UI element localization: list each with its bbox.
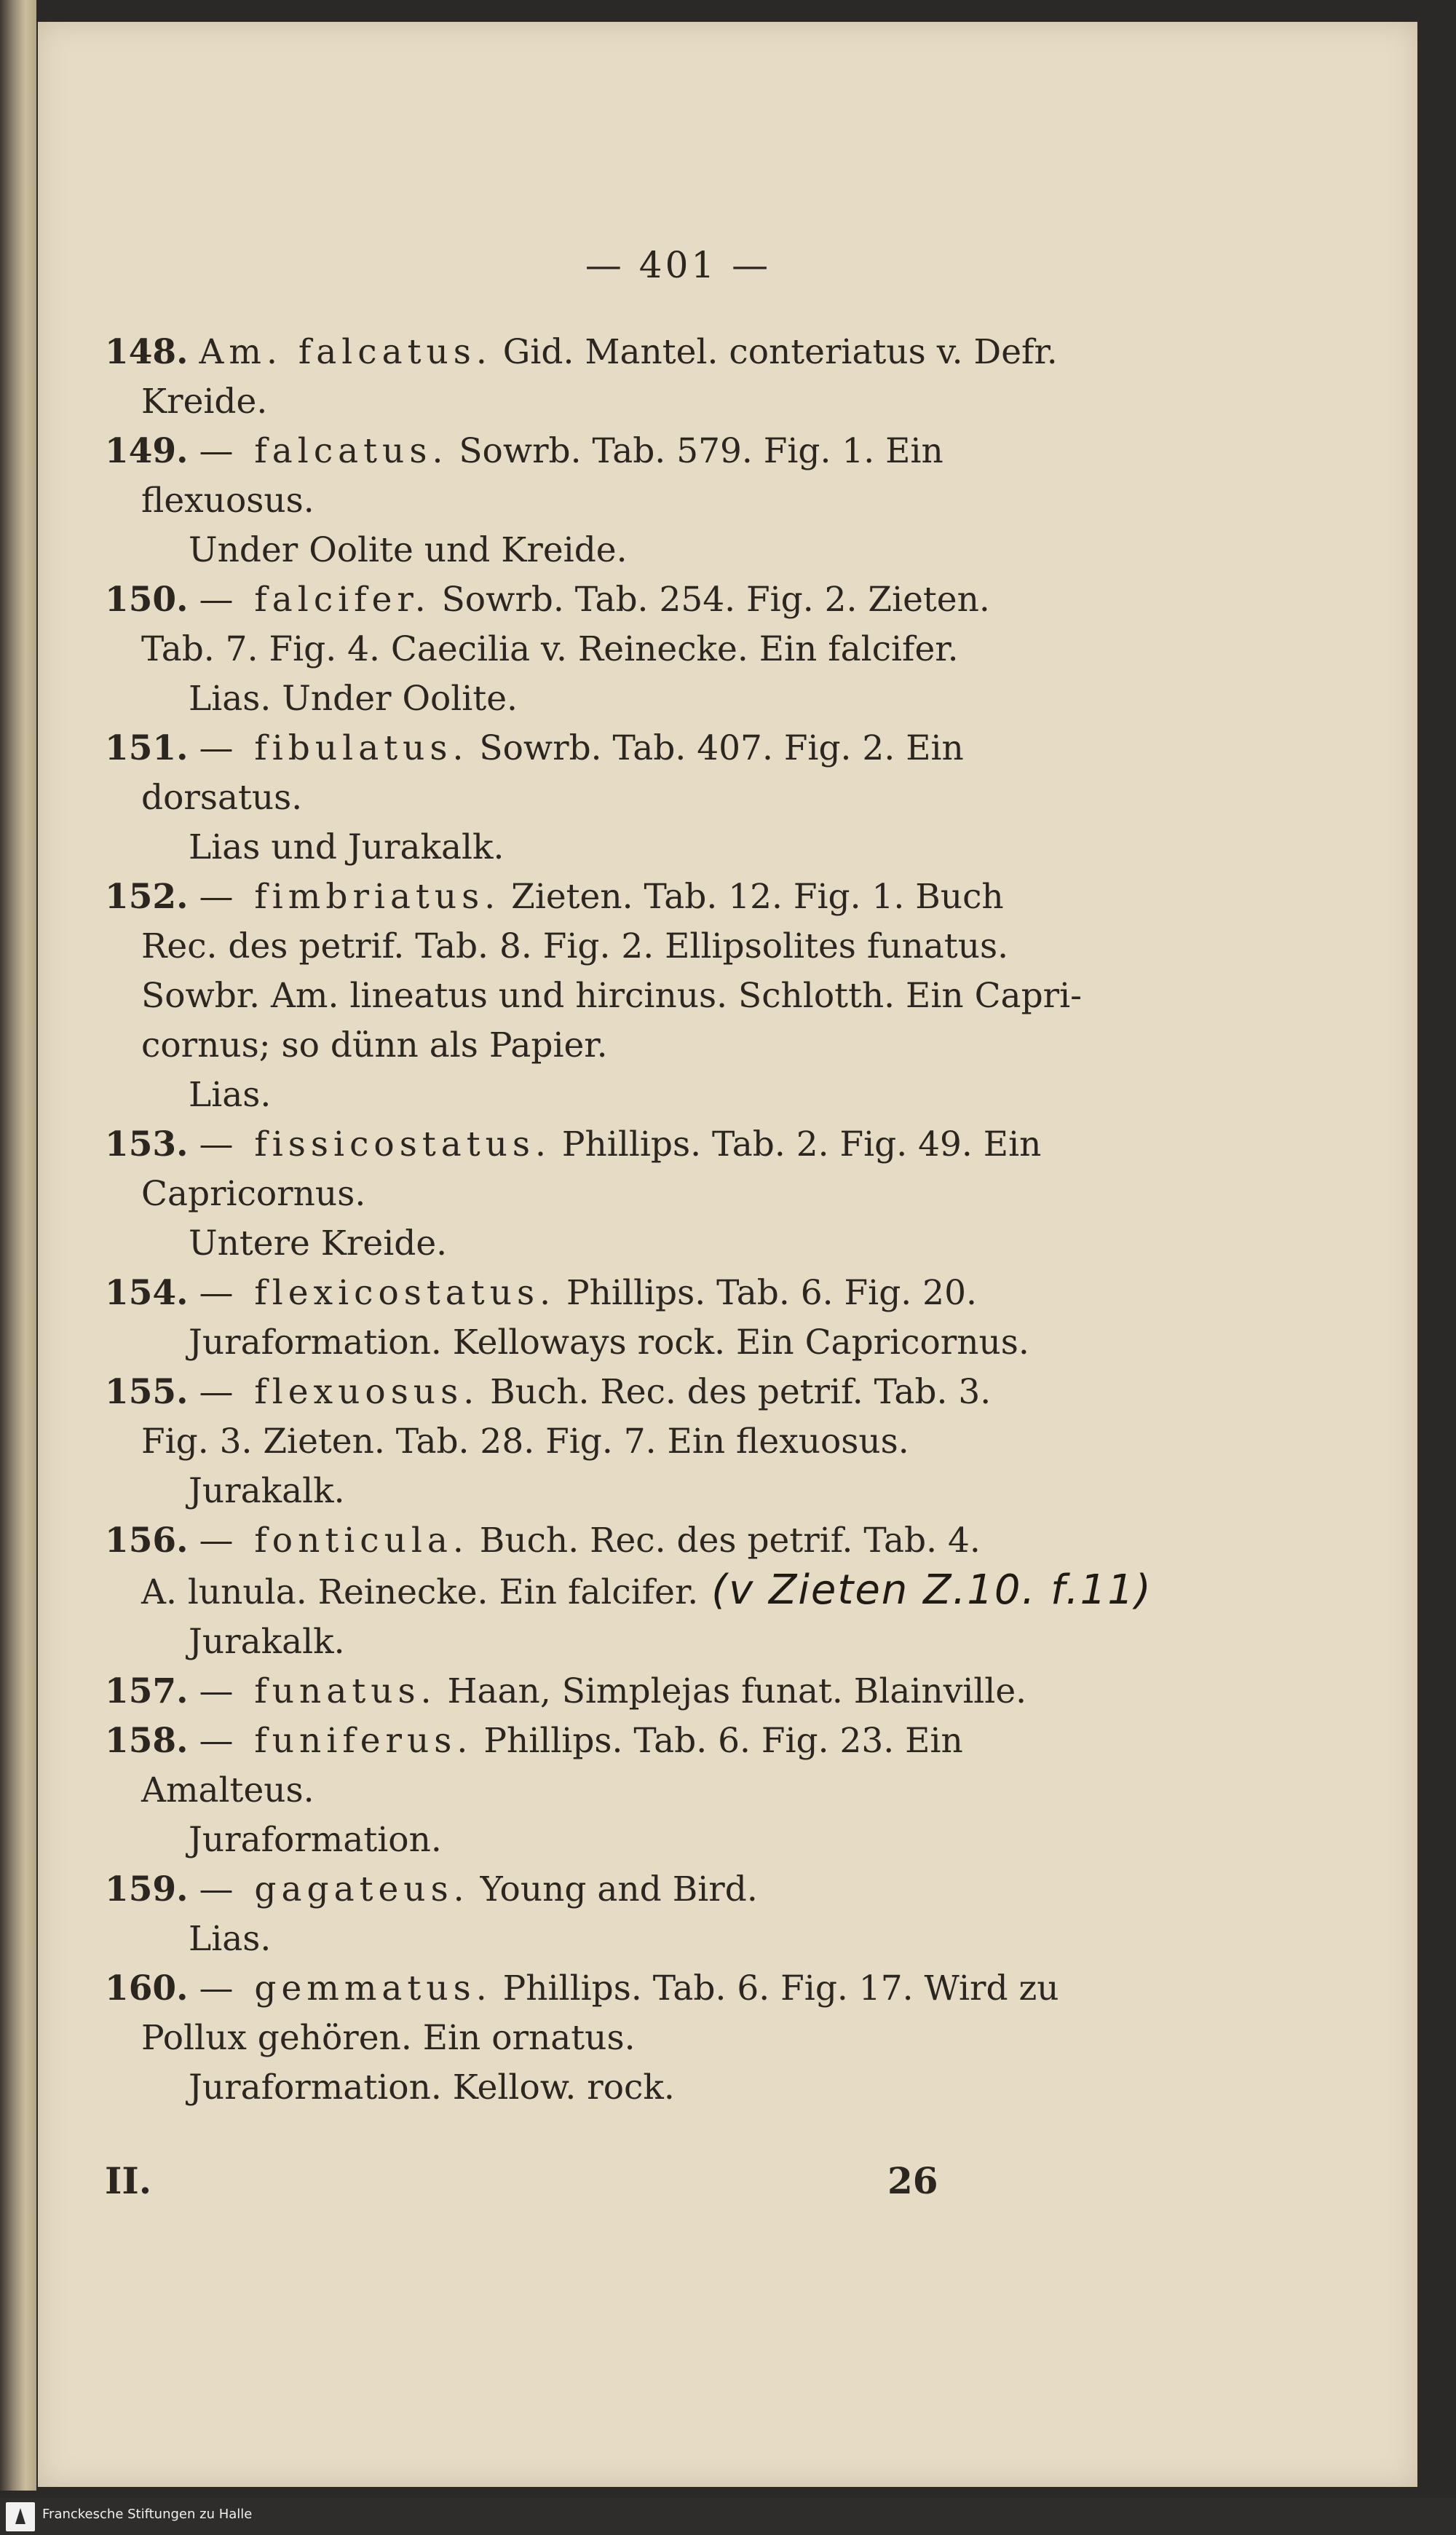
reference-text: Haan, Simplejas funat. Blainville. bbox=[447, 1671, 1027, 1711]
reference-text: Buch. Rec. des petrif. Tab. 3. bbox=[490, 1372, 992, 1412]
page-header: — 401 — bbox=[585, 244, 772, 286]
entry-number: 153. bbox=[105, 1124, 189, 1164]
entry-number: 151. bbox=[105, 728, 189, 768]
continuation-line bbox=[105, 2014, 1251, 2063]
page-footer bbox=[105, 2159, 1251, 2210]
continuation-line bbox=[105, 773, 1251, 823]
continuation-text: Fig. 3. Zieten. Tab. 28. Fig. 7. Ein flexuosus. bbox=[141, 1422, 909, 1462]
list-item bbox=[105, 1368, 1251, 1516]
entry-first-line bbox=[105, 1964, 1251, 2014]
entry-first-line bbox=[105, 575, 1251, 625]
reference-text: Gid. Mantel. conteriatus v. Defr. bbox=[502, 332, 1058, 372]
entry-first-line bbox=[105, 1667, 1251, 1716]
formation-line: Lias. bbox=[189, 1919, 272, 1959]
species-name: — gagateus. bbox=[199, 1869, 470, 1909]
continuation-text: Rec. des petrif. Tab. 8. Fig. 2. Ellipsolites funatus. bbox=[141, 926, 1009, 966]
list-item bbox=[105, 1516, 1251, 1667]
entry-first-line bbox=[105, 1269, 1251, 1318]
entry-number: 160. bbox=[105, 1968, 189, 2008]
continuation-text: Amalteus. bbox=[141, 1770, 314, 1810]
formation-line: Jurakalk. bbox=[189, 1471, 345, 1511]
entry-number: 157. bbox=[105, 1671, 189, 1711]
continuation-text: Pollux gehören. Ein ornatus. bbox=[141, 2018, 636, 2058]
continuation-line bbox=[105, 1766, 1251, 1815]
continuation-line bbox=[105, 625, 1251, 674]
entry-first-line bbox=[105, 1120, 1251, 1170]
list-item bbox=[105, 575, 1251, 724]
species-name: — flexuosus. bbox=[199, 1372, 480, 1412]
continuation-text: A. lunula. Reinecke. Ein falcifer. bbox=[141, 1572, 699, 1612]
list-item bbox=[105, 1667, 1251, 1716]
species-name: — funatus. bbox=[199, 1671, 437, 1711]
entry-first-line bbox=[105, 1516, 1251, 1566]
entry-first-line bbox=[105, 724, 1251, 773]
continuation-text: Tab. 7. Fig. 4. Caecilia v. Reinecke. Ein falcifer. bbox=[141, 629, 959, 669]
species-name: — fimbriatus. bbox=[199, 877, 501, 917]
credit-text: Franckesche Stiftungen zu Halle bbox=[42, 2507, 253, 2522]
formation-line: Juraformation. Kelloways rock. Ein Capricornus. bbox=[189, 1322, 1029, 1363]
entry-first-line bbox=[105, 872, 1251, 922]
entry-number: 156. bbox=[105, 1521, 189, 1561]
signature-mark: II. bbox=[105, 2159, 152, 2202]
continuation-text: Sowbr. Am. lineatus und hircinus. Schlotth. Ein Capri- bbox=[141, 976, 1083, 1016]
species-name: Am. falcatus. bbox=[199, 332, 492, 372]
entry-number: 158. bbox=[105, 1721, 189, 1761]
reference-text: Sowrb. Tab. 254. Fig. 2. Zieten. bbox=[441, 580, 990, 620]
formation-line: Lias. bbox=[189, 1075, 272, 1115]
book-spine bbox=[0, 0, 36, 2491]
formation-line: Lias. Under Oolite. bbox=[189, 679, 518, 719]
entry-number: 152. bbox=[105, 877, 189, 917]
entry-list bbox=[105, 328, 1251, 2113]
continuation-line bbox=[105, 1417, 1251, 1467]
list-item bbox=[105, 1269, 1251, 1368]
continuation-line bbox=[105, 1170, 1251, 1219]
species-name: — falcifer. bbox=[199, 580, 431, 620]
entry-number: 150. bbox=[105, 580, 189, 620]
reference-text: Phillips. Tab. 2. Fig. 49. Ein bbox=[561, 1124, 1042, 1164]
formation-line: Juraformation. bbox=[189, 1820, 442, 1860]
reference-text: Phillips. Tab. 6. Fig. 23. Ein bbox=[483, 1721, 963, 1761]
continuation-line bbox=[105, 1021, 1251, 1071]
reference-text: Young and Bird. bbox=[480, 1869, 758, 1909]
species-name: — fonticula. bbox=[199, 1521, 469, 1561]
list-item bbox=[105, 1716, 1251, 1865]
entry-number: 154. bbox=[105, 1273, 189, 1313]
entry-number: 155. bbox=[105, 1372, 189, 1412]
list-item bbox=[105, 328, 1251, 427]
sheet-number: 26 bbox=[887, 2159, 938, 2202]
list-item bbox=[105, 1120, 1251, 1269]
entry-number: 148. bbox=[105, 332, 189, 372]
list-item bbox=[105, 872, 1251, 1120]
entry-first-line bbox=[105, 427, 1251, 476]
book-page bbox=[38, 22, 1417, 2487]
continuation-line bbox=[105, 1566, 1251, 1617]
species-name: — funiferus. bbox=[199, 1721, 473, 1761]
formation-line: Juraformation. Kellow. rock. bbox=[189, 2067, 675, 2108]
reference-text: Phillips. Tab. 6. Fig. 17. Wird zu bbox=[502, 1968, 1059, 2008]
entry-first-line bbox=[105, 1368, 1251, 1417]
species-name: — fissicostatus. bbox=[199, 1124, 551, 1164]
reference-text: Zieten. Tab. 12. Fig. 1. Buch bbox=[511, 877, 1004, 917]
formation-line: Lias und Jurakalk. bbox=[189, 827, 505, 867]
continuation-text: flexuosus. bbox=[141, 481, 314, 521]
continuation-line bbox=[105, 922, 1251, 971]
list-item bbox=[105, 724, 1251, 872]
continuation-line bbox=[105, 377, 1251, 427]
reference-text: Phillips. Tab. 6. Fig. 20. bbox=[566, 1273, 977, 1313]
list-item bbox=[105, 1964, 1251, 2113]
institution-logo-icon bbox=[6, 2502, 35, 2531]
continuation-line bbox=[105, 971, 1251, 1021]
entry-number: 159. bbox=[105, 1869, 189, 1909]
reference-text: Buch. Rec. des petrif. Tab. 4. bbox=[479, 1521, 981, 1561]
entry-number: 149. bbox=[105, 431, 189, 471]
continuation-text: dorsatus. bbox=[141, 778, 303, 818]
formation-line: Under Oolite und Kreide. bbox=[189, 530, 628, 570]
continuation-line bbox=[105, 476, 1251, 526]
species-name: — falcatus. bbox=[199, 431, 448, 471]
entry-first-line bbox=[105, 328, 1251, 377]
list-item bbox=[105, 427, 1251, 575]
continuation-text: cornus; so dünn als Papier. bbox=[141, 1025, 608, 1065]
continuation-text: Capricornus. bbox=[141, 1174, 366, 1214]
continuation-text: Kreide. bbox=[141, 382, 268, 422]
handwritten-annotation: (v Zieten Z.10. f.11) bbox=[711, 1566, 1152, 1614]
list-item bbox=[105, 1865, 1251, 1964]
entry-first-line bbox=[105, 1865, 1251, 1915]
formation-line: Untere Kreide. bbox=[189, 1223, 448, 1263]
viewer-footer-bar bbox=[0, 2498, 1456, 2535]
entry-first-line bbox=[105, 1716, 1251, 1766]
reference-text: Sowrb. Tab. 579. Fig. 1. Ein bbox=[459, 431, 943, 471]
species-name: — fibulatus. bbox=[199, 728, 469, 768]
formation-line: Jurakalk. bbox=[189, 1622, 345, 1662]
species-name: — flexicostatus. bbox=[199, 1273, 556, 1313]
reference-text: Sowrb. Tab. 407. Fig. 2. Ein bbox=[479, 728, 964, 768]
species-name: — gemmatus. bbox=[199, 1968, 492, 2008]
